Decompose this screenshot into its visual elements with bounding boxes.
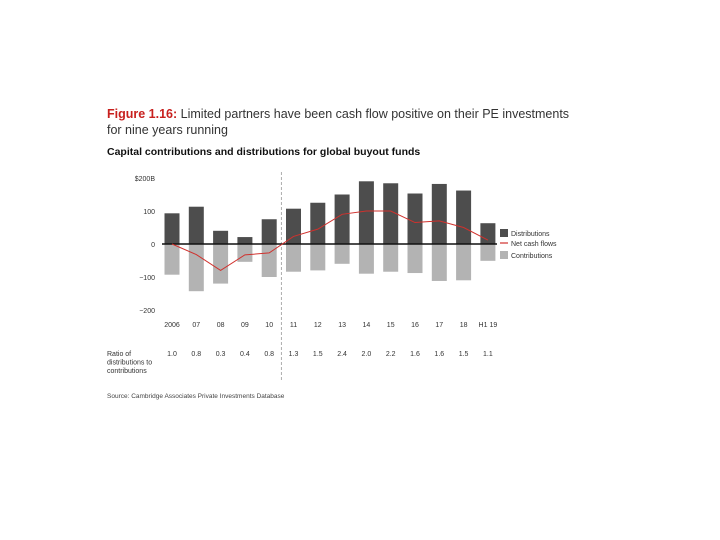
distribution-bar	[165, 213, 180, 244]
figure-title-text: Limited partners have been cash flow positive on their PE investments for nine years running	[107, 107, 570, 137]
contribution-bar	[408, 244, 423, 273]
ratio-value: 1.6	[410, 351, 420, 358]
x-tick-label: 16	[411, 322, 419, 329]
ratio-value: 2.4	[337, 351, 347, 358]
ratio-value: 0.8	[191, 351, 202, 358]
legend-label-contributions: Contributions	[511, 253, 553, 260]
distribution-bar	[335, 195, 350, 245]
x-tick-label: 17	[435, 322, 444, 329]
ratio-value: 1.5	[312, 351, 323, 358]
x-tick-label: 13	[338, 322, 346, 329]
ratio-value: 1.3	[288, 351, 299, 358]
ratio-value: 0.8	[264, 351, 275, 358]
source-note: Source: Cambridge Associates Private Investments Database	[107, 393, 285, 400]
ratio-value: 1.5	[458, 351, 469, 358]
distribution-bar	[286, 209, 301, 244]
x-tick-label: 2006	[164, 322, 180, 329]
ratio-value: 0.3	[215, 351, 226, 358]
y-tick-label: −200	[139, 308, 155, 315]
distribution-bar	[408, 194, 423, 244]
legend-swatch-distributions	[500, 229, 508, 237]
x-tick-label: 10	[265, 322, 274, 329]
x-tick-label: 08	[216, 322, 225, 329]
contribution-bar	[213, 244, 228, 284]
ratio-value: 2.0	[361, 351, 372, 358]
ratio-value: 2.2	[385, 351, 396, 358]
y-tick-label: −100	[139, 275, 155, 282]
x-tick-label: 11	[289, 322, 298, 329]
x-tick-label: 15	[386, 322, 395, 329]
y-tick-label: 0	[151, 242, 155, 249]
distribution-bar	[359, 181, 374, 244]
contribution-bar	[383, 244, 398, 272]
distribution-bar	[310, 203, 325, 244]
ratio-value: 0.4	[240, 351, 250, 358]
x-tick-label: 07	[192, 322, 201, 329]
contribution-bar	[310, 244, 325, 270]
contribution-bar	[286, 244, 301, 272]
ratio-value: 1.6	[434, 351, 445, 358]
ratio-row-label: Ratio of distributions to contributions	[107, 351, 153, 375]
contribution-bar	[189, 244, 204, 291]
contribution-bar	[456, 244, 471, 280]
distribution-bar	[456, 191, 471, 244]
distribution-bar	[189, 207, 204, 244]
chart-title: Capital contributions and distributions for global buyout funds	[107, 146, 421, 158]
x-tick-label: 14	[362, 322, 371, 329]
contribution-bar	[480, 244, 495, 261]
distribution-bar	[432, 184, 447, 244]
figure-label: Figure 1.16:	[107, 107, 178, 121]
distribution-bar	[262, 219, 277, 244]
contribution-bar	[165, 244, 180, 275]
distribution-bar	[237, 237, 252, 244]
legend-label-distributions: Distributions	[511, 231, 550, 238]
x-tick-label: H1 19	[478, 322, 498, 329]
contribution-bar	[359, 244, 374, 274]
contribution-bar	[335, 244, 350, 264]
ratio-value: 1.0	[167, 351, 177, 358]
x-tick-label: 12	[313, 322, 322, 329]
y-tick-label: $200B	[134, 176, 155, 183]
contribution-bar	[237, 244, 252, 262]
distribution-bar	[213, 231, 228, 244]
legend-swatch-contributions	[500, 251, 508, 259]
distribution-bar	[480, 223, 495, 244]
contribution-bar	[432, 244, 447, 281]
legend-label-net-cash-flows: Net cash flows	[511, 241, 557, 248]
ratio-value: 1.1	[483, 351, 493, 358]
x-tick-label: 18	[459, 322, 468, 329]
y-tick-label: 100	[143, 209, 155, 216]
x-tick-label: 09	[241, 322, 249, 329]
